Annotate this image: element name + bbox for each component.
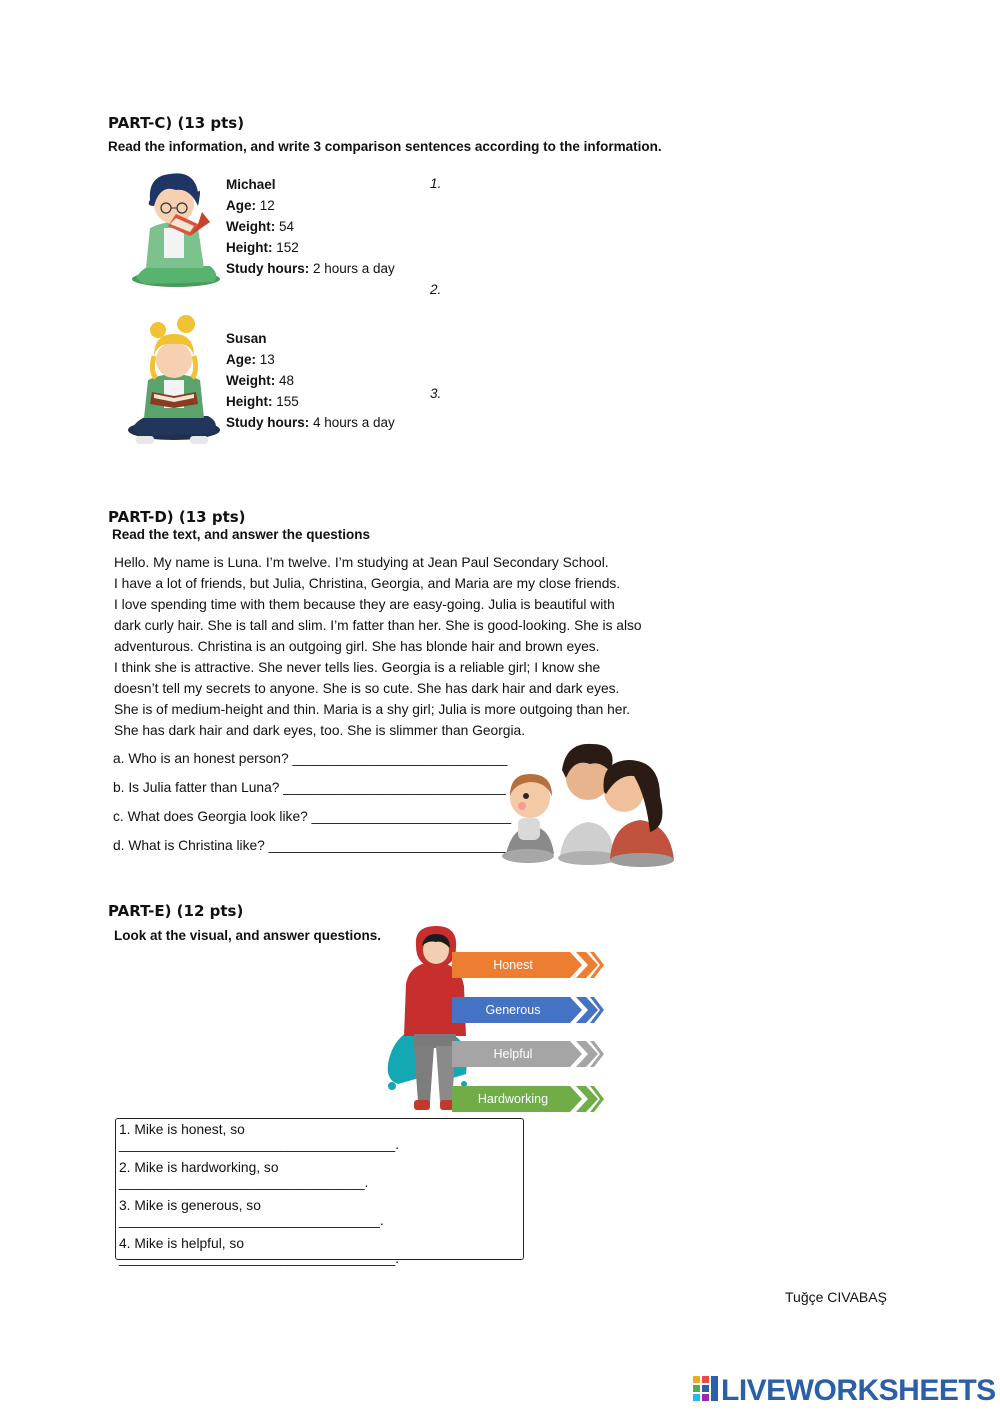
michael-study-label: Study hours: [226,261,310,276]
liveworksheets-logo [693,1374,996,1408]
question-b[interactable]: b. Is Julia fatter than Luna? _____________________________ [113,780,506,795]
michael-info [226,174,395,279]
trait-label-generous: Generous [485,1003,541,1017]
michael-height: 152 [272,240,299,255]
trait-arrow-hardworking [452,1086,604,1112]
trait-arrow-generous [452,997,604,1023]
part-e-instruction: Look at the visual, and answer questions. [114,928,382,943]
susan-study-label: Study hours: [226,415,310,430]
liveworksheets-logo-icon [693,1376,719,1406]
michael-name: Michael [226,177,276,192]
trait-label-honest: Honest [493,958,533,972]
trait-arrow-helpful [452,1041,604,1067]
passage-line: I have a lot of friends, but Julia, Christina, Georgia, and Maria are my close friends. [114,576,621,591]
susan-age-label: Age: [226,352,256,367]
question-c[interactable]: c. What does Georgia look like? __________________________ [113,809,512,824]
answer-sentence-4[interactable]: 4. Mike is helpful, so ____________________________________. [119,1236,400,1266]
passage-line: She is of medium-height and thin. Maria is a shy girl; Julia is more outgoing than her. [114,702,631,717]
susan-name: Susan [226,331,267,346]
answer-box [115,1118,524,1266]
passage-line: Hello. My name is Luna. I’m twelve. I’m studying at Jean Paul Secondary School. [114,555,609,570]
susan-info [226,328,395,433]
michael-study: 2 hours a day [309,261,395,276]
susan-weight-label: Weight: [226,373,276,388]
michael-age: 12 [256,198,275,213]
reading-passage [114,552,654,741]
michael-reading-illustration [124,166,224,290]
kids-talking-illustration [500,736,678,868]
answer-sentence-2[interactable]: 2. Mike is hardworking, so ________________________________. [119,1160,369,1190]
michael-age-label: Age: [226,198,256,213]
susan-age: 13 [256,352,275,367]
susan-height: 155 [272,394,299,409]
part-c-title: PART-C) (13 pts) [108,114,245,132]
passage-line: doesn’t tell my secrets to anyone. She is so cute. She has dark hair and dark eyes. [114,681,620,696]
trait-label-hardworking: Hardworking [477,1092,549,1106]
susan-height-label: Height: [226,394,273,409]
susan-study: 4 hours a day [309,415,395,430]
susan-reading-illustration [124,312,224,452]
part-d-title: PART-D) (13 pts) [108,508,246,526]
part-c-instruction: Read the information, and write 3 comparison sentences according to the information. [108,139,662,154]
author-name: Tuğçe CIVABAŞ [785,1289,887,1305]
liveworksheets-wordmark: LIVEWORKSHEETS [721,1374,996,1407]
trait-label-helpful: Helpful [493,1047,533,1061]
answer-sentence-1[interactable]: 1. Mike is honest, so ____________________________________. [119,1122,400,1152]
michael-weight: 54 [275,219,295,234]
question-a[interactable]: a. Who is an honest person? ____________________________ [113,751,508,766]
passage-line: adventurous. Christina is an outgoing girl. She has blonde hair and brown eyes. [114,639,600,654]
part-d-instruction: Read the text, and answer the questions [112,527,371,542]
part-e-title: PART-E) (12 pts) [108,902,244,920]
sentence-number-1: 1. [430,176,442,191]
answer-sentence-3[interactable]: 3. Mike is generous, so __________________________________. [119,1198,384,1228]
sentence-number-2: 2. [430,282,442,297]
passage-line: I love spending time with them because they are easy-going. Julia is beautiful with [114,597,615,612]
passage-line: She has dark hair and dark eyes, too. She is slimmer than Georgia. [114,723,526,738]
susan-weight: 48 [275,373,295,388]
michael-height-label: Height: [226,240,273,255]
passage-line: dark curly hair. She is tall and slim. I’m fatter than her. She is good-looking. She is also [114,618,642,633]
sentence-number-3: 3. [430,386,442,401]
passage-line: I think she is attractive. She never tells lies. Georgia is a reliable girl; I know she [114,660,601,675]
question-d[interactable]: d. What is Christina like? _______________________________ [113,838,507,853]
michael-weight-label: Weight: [226,219,276,234]
trait-arrow-honest [452,952,604,978]
